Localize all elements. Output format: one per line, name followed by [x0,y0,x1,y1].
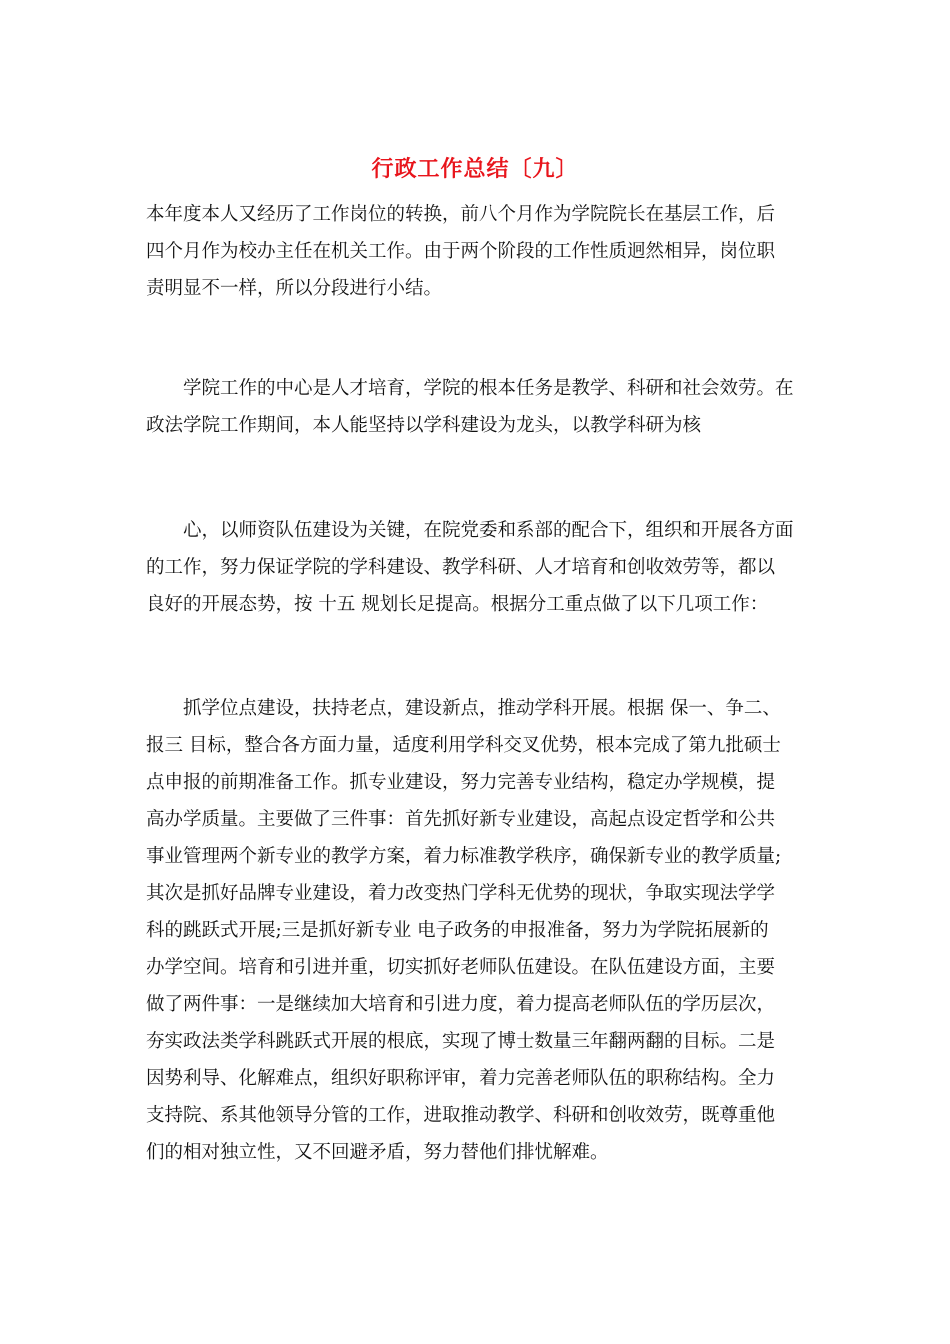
paragraph-2: 学院工作的中心是人才培育，学院的根本任务是教学、科研和社会效劳。在 政法学院工作期间，本人能坚持以学科建设为龙头，以教学科研为核 [146,378,794,436]
paragraph-3: 心，以师资队伍建设为关键，在院党委和系部的配合下，组织和开展各方面 的工作，努力保证学院的学科建设、教学科研、人才培育和创收效劳等，都以 良好的开展态势，按 十五 规划长足提高。根据分工重点做了以下几项工作： [146,520,794,615]
document-title: 行政工作总结〔九〕 [371,157,579,182]
paragraph-1: 本年度本人又经历了工作岗位的转换，前八个月作为学院院长在基层工作，后 四个月作为校办主任在机关工作。由于两个阶段的工作性质迥然相异，岗位职 责明显不一样，所以分段进行小结。 [146,204,776,299]
paragraph-4: 抓学位点建设，扶持老点，建设新点，推动学科开展。根据 保一、争二、 报三 目标，整合各方面力量，适度利用学科交叉优势，根本完成了第九批硕士 点申报的前期准备工作。抓专业建设，努力完善专业结构，稳定办学规模，提 高办学质量。主要做了三件事：首先抓好新专业建设，高起点设定哲学和公共 事业管理两个新专业的教学方案，着力标准教学秩序，确保新专业的教学质量; 其次是抓好品牌专业建设，着力改变热门学科无优势的现状，争取实现法学学 科的跳跃式开展;三是抓好新专业 电子政务的申报准备，努力为学院拓展新的 办学空间。培育和引进并重，切实抓好老师队伍建设。在队伍建设方面，主要 做了两件事：一是继续加大培育和引进力度，着力提高老师队伍的学历层次， 夯实政法类学科跳跃式开展的根底，实现了博士数量三年翻两翻的目标。二是 因势利导、化解难点，组织好职称评审，着力完善老师队伍的职称结构。全力 支持院、系其他领导分管的工作，进取推动教学、科研和创收效劳，既尊重他 们的相对独立性，又不回避矛盾，努力替他们排忧解难。 [146,698,782,1163]
